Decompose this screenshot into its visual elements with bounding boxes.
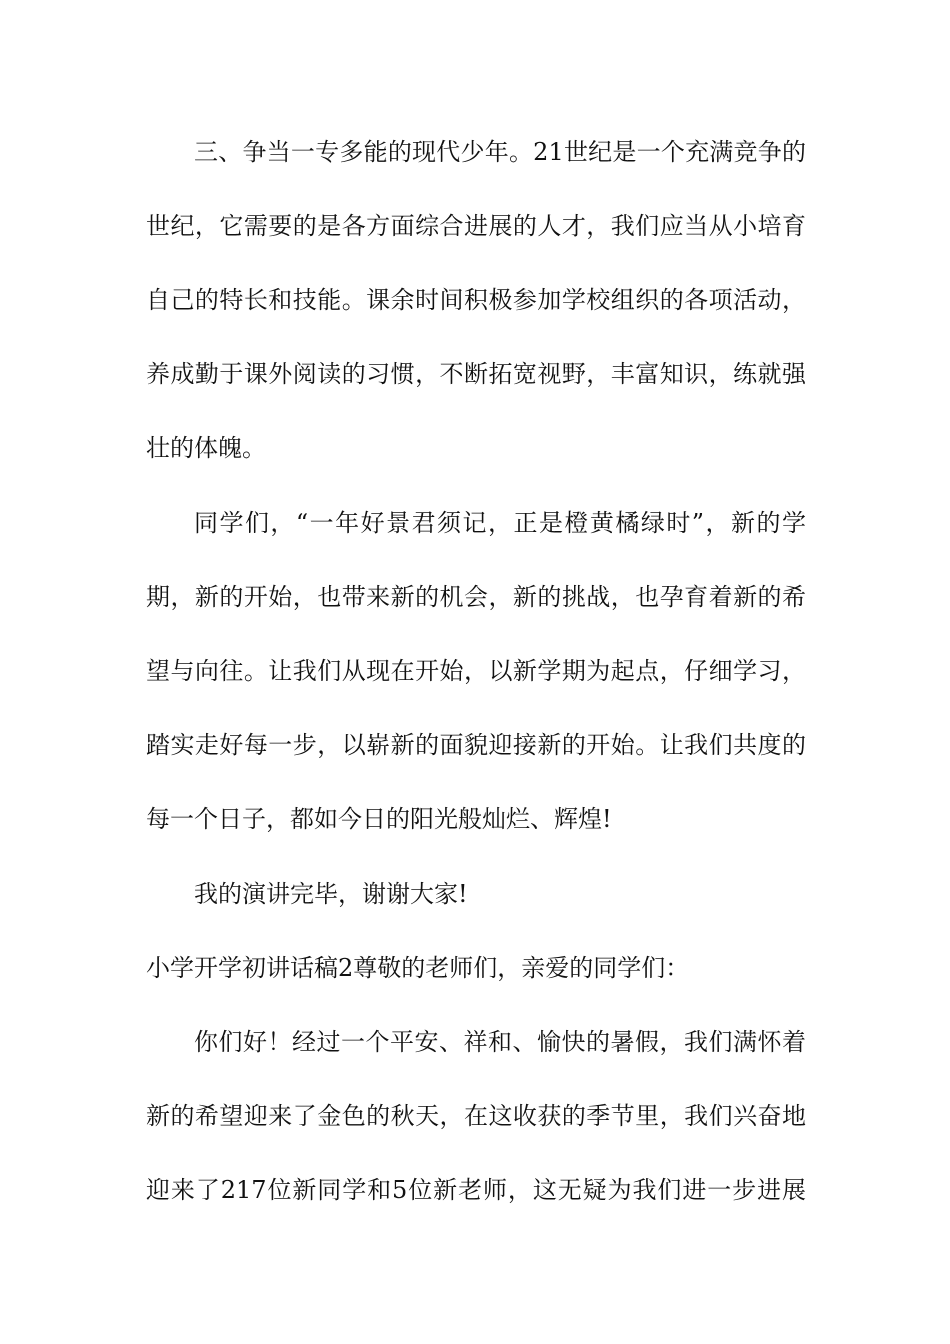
paragraph-line: 自己的特长和技能。课余时间积极参加学校组织的各项活动， <box>146 286 806 314</box>
section-heading: 小学开学初讲话稿2尊敬的老师们，亲爱的同学们： <box>146 954 690 982</box>
closing-line: 我的演讲完毕，谢谢大家! <box>194 880 468 908</box>
paragraph-line: 养成勤于课外阅读的习惯，不断拓宽视野，丰富知识，练就强 <box>146 360 806 388</box>
paragraph-line: 三、争当一专多能的现代少年。21世纪是一个充满竞争的 <box>194 138 806 166</box>
paragraph-line: 每一个日子，都如今日的阳光般灿烂、辉煌! <box>146 805 612 833</box>
paragraph-line: 望与向往。让我们从现在开始，以新学期为起点，仔细学习， <box>146 657 806 685</box>
paragraph-line: 同学们，“一年好景君须记，正是橙黄橘绿时”，新的学 <box>194 509 806 537</box>
paragraph-line: 新的希望迎来了金色的秋天，在这收获的季节里，我们兴奋地 <box>146 1102 806 1130</box>
paragraph-line: 踏实走好每一步，以崭新的面貌迎接新的开始。让我们共度的 <box>146 731 806 759</box>
paragraph-line: 期，新的开始，也带来新的机会，新的挑战，也孕育着新的希 <box>146 583 806 611</box>
paragraph-line: 壮的体魄。 <box>146 434 266 462</box>
paragraph-line: 世纪，它需要的是各方面综合进展的人才，我们应当从小培育 <box>146 212 806 240</box>
paragraph-line: 迎来了217位新同学和5位新老师，这无疑为我们进一步进展 <box>146 1176 806 1204</box>
paragraph-line: 你们好！经过一个平安、祥和、愉快的暑假，我们满怀着 <box>194 1028 806 1056</box>
